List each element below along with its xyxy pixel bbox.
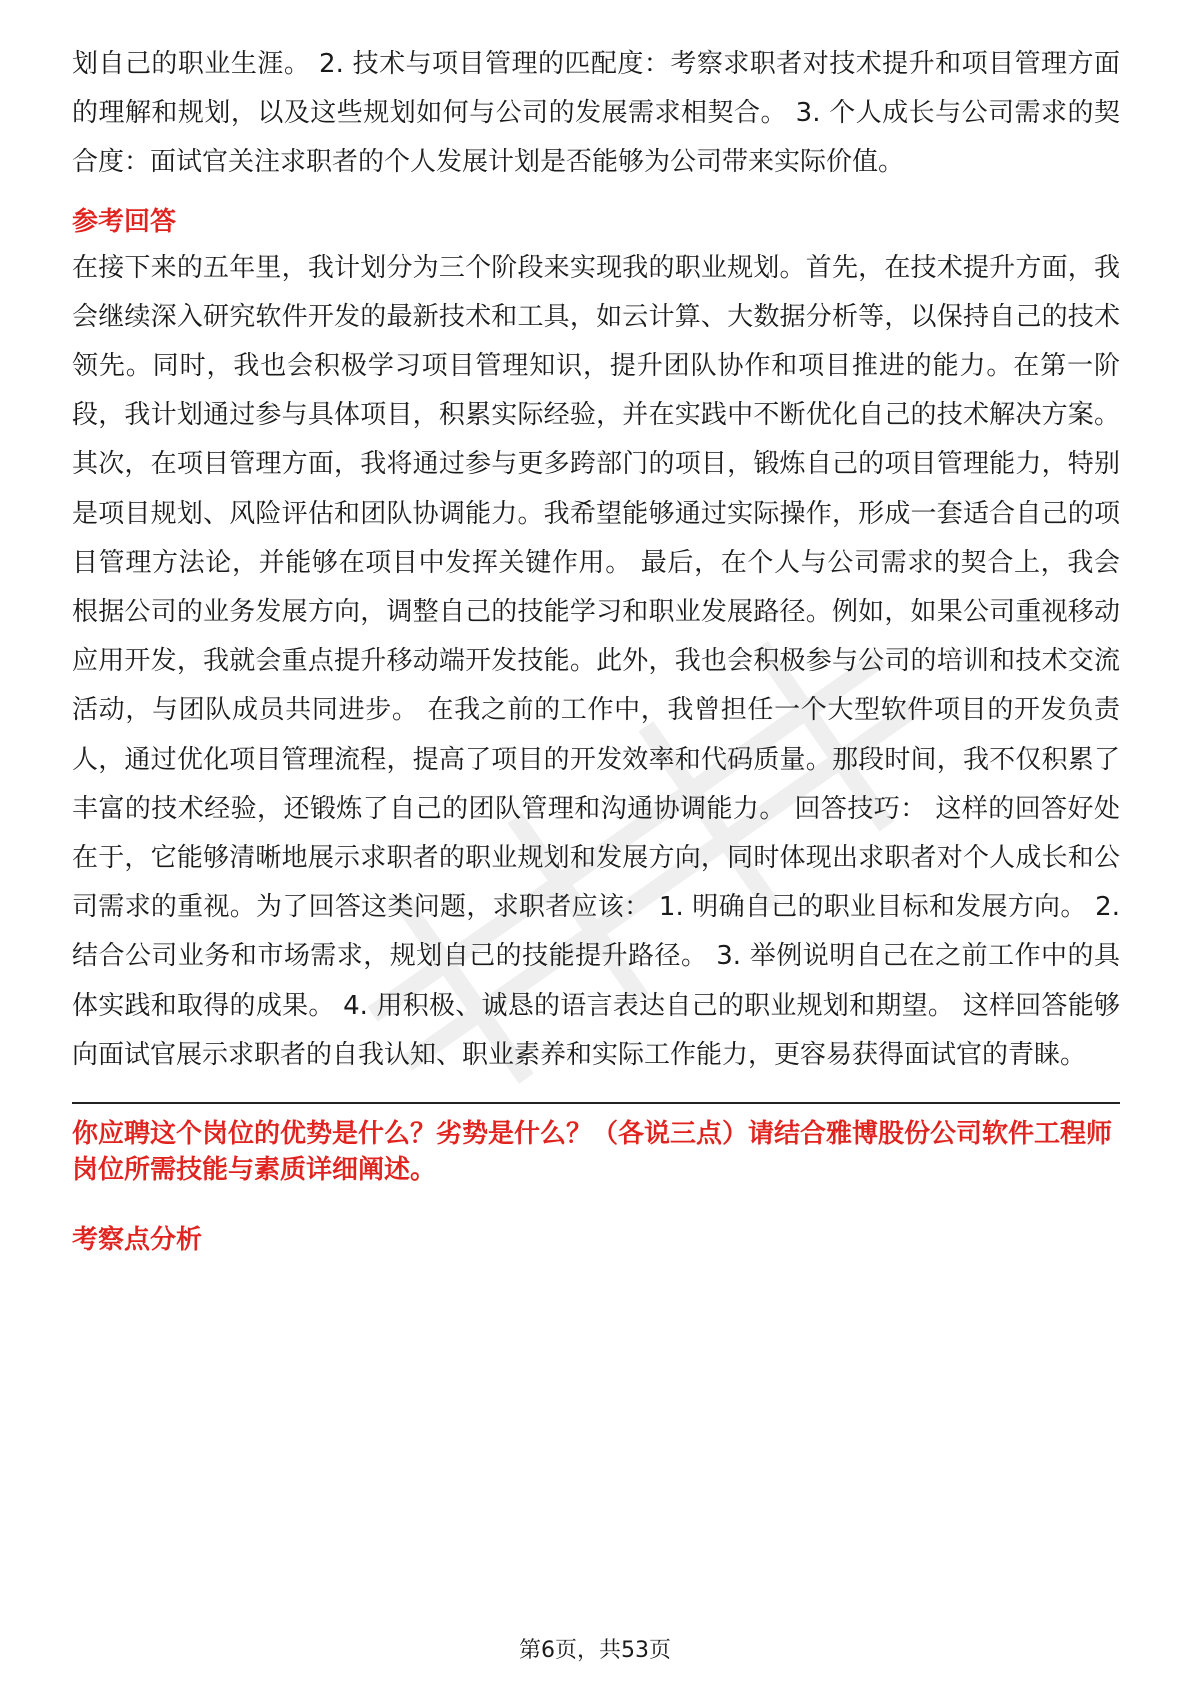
analysis-heading: 考察点分析 — [72, 1225, 203, 1256]
document-page — [72, 40, 1120, 1260]
answer-paragraph: 在接下来的五年里，我计划分为三个阶段来实现我的职业规划。首先，在技术提升方面，我会继续深入研究软件开发的最新技术和工具，如云计算、大数据分析等，以保持自己的技术领先。同时，我也会积极学习项目管理知识，提升团队协作和项目推进的能力。在第一阶段，我计划通过参与具体项目，积累实际经验，并在实践中不断优化自己的技术解决方案。 其次，在项目管理方面，我将通过参与更多跨部门的项目，锻炼自己的项目管理能力，特别是项目规划、风险评估和团队协调能力。我希望能够通过实际操作，形成一套适合自己的项目管理方法论，并能够在项目中发挥关键作用。 最后，在个人与公司需求的契合上，我会根据公司的业务发展方向，调整自己的技能学习和职业发展路径。例如，如果公司重视移动应用开发，我就会重点提升移动端开发技能。此外，我也会积极参与公司的培训和技术交流活动，与团队成员共同进步。 在我之前的工作中，我曾担任一个大型软件项目的开发负责人，通过优化项目管理流程，提高了项目的开发效率和代码质量。那段时间，我不仅积累了丰富的技术经验，还锻炼了自己的团队管理和沟通协调能力。 回答技巧： 这样的回答好处在于，它能够清晰地展示求职者的职业规划和发展方向，同时体现出求职者对个人成长和公司需求的重视。为了回答这类问题，求职者应该： 1. 明确自己的职业目标和发展方向。 2. 结合公司业务和市场需求，规划自己的技能提升路径。 3. 举例说明自己在之前工作中的具体实践和取得的成果。 4. 用积极、诚恳的语言表达自己的职业规划和期望。 这样回答能够向面试官展示求职者的自我认知、职业素养和实际工作能力，更容易获得面试官的青睐。 — [72, 252, 1120, 1070]
intro-paragraph: 划自己的职业生涯。 2. 技术与项目管理的匹配度：考察求职者对技术提升和项目管理方面的理解和规划，以及这些规划如何与公司的发展需求相契合。 3. 个人成长与公司需求的契合度：面试官关注求职者的个人发展计划是否能够为公司带来实际价值。 — [72, 49, 1120, 178]
page-footer: 第6页，共53页 — [519, 1638, 671, 1663]
next-question: 你应聘这个岗位的优势是什么？劣势是什么？（各说三点）请结合雅博股份公司软件工程师岗位所需技能与素质详细阐述。 — [72, 1119, 1113, 1186]
section-divider — [72, 1102, 1120, 1104]
reference-answer-heading: 参考回答 — [72, 206, 177, 237]
